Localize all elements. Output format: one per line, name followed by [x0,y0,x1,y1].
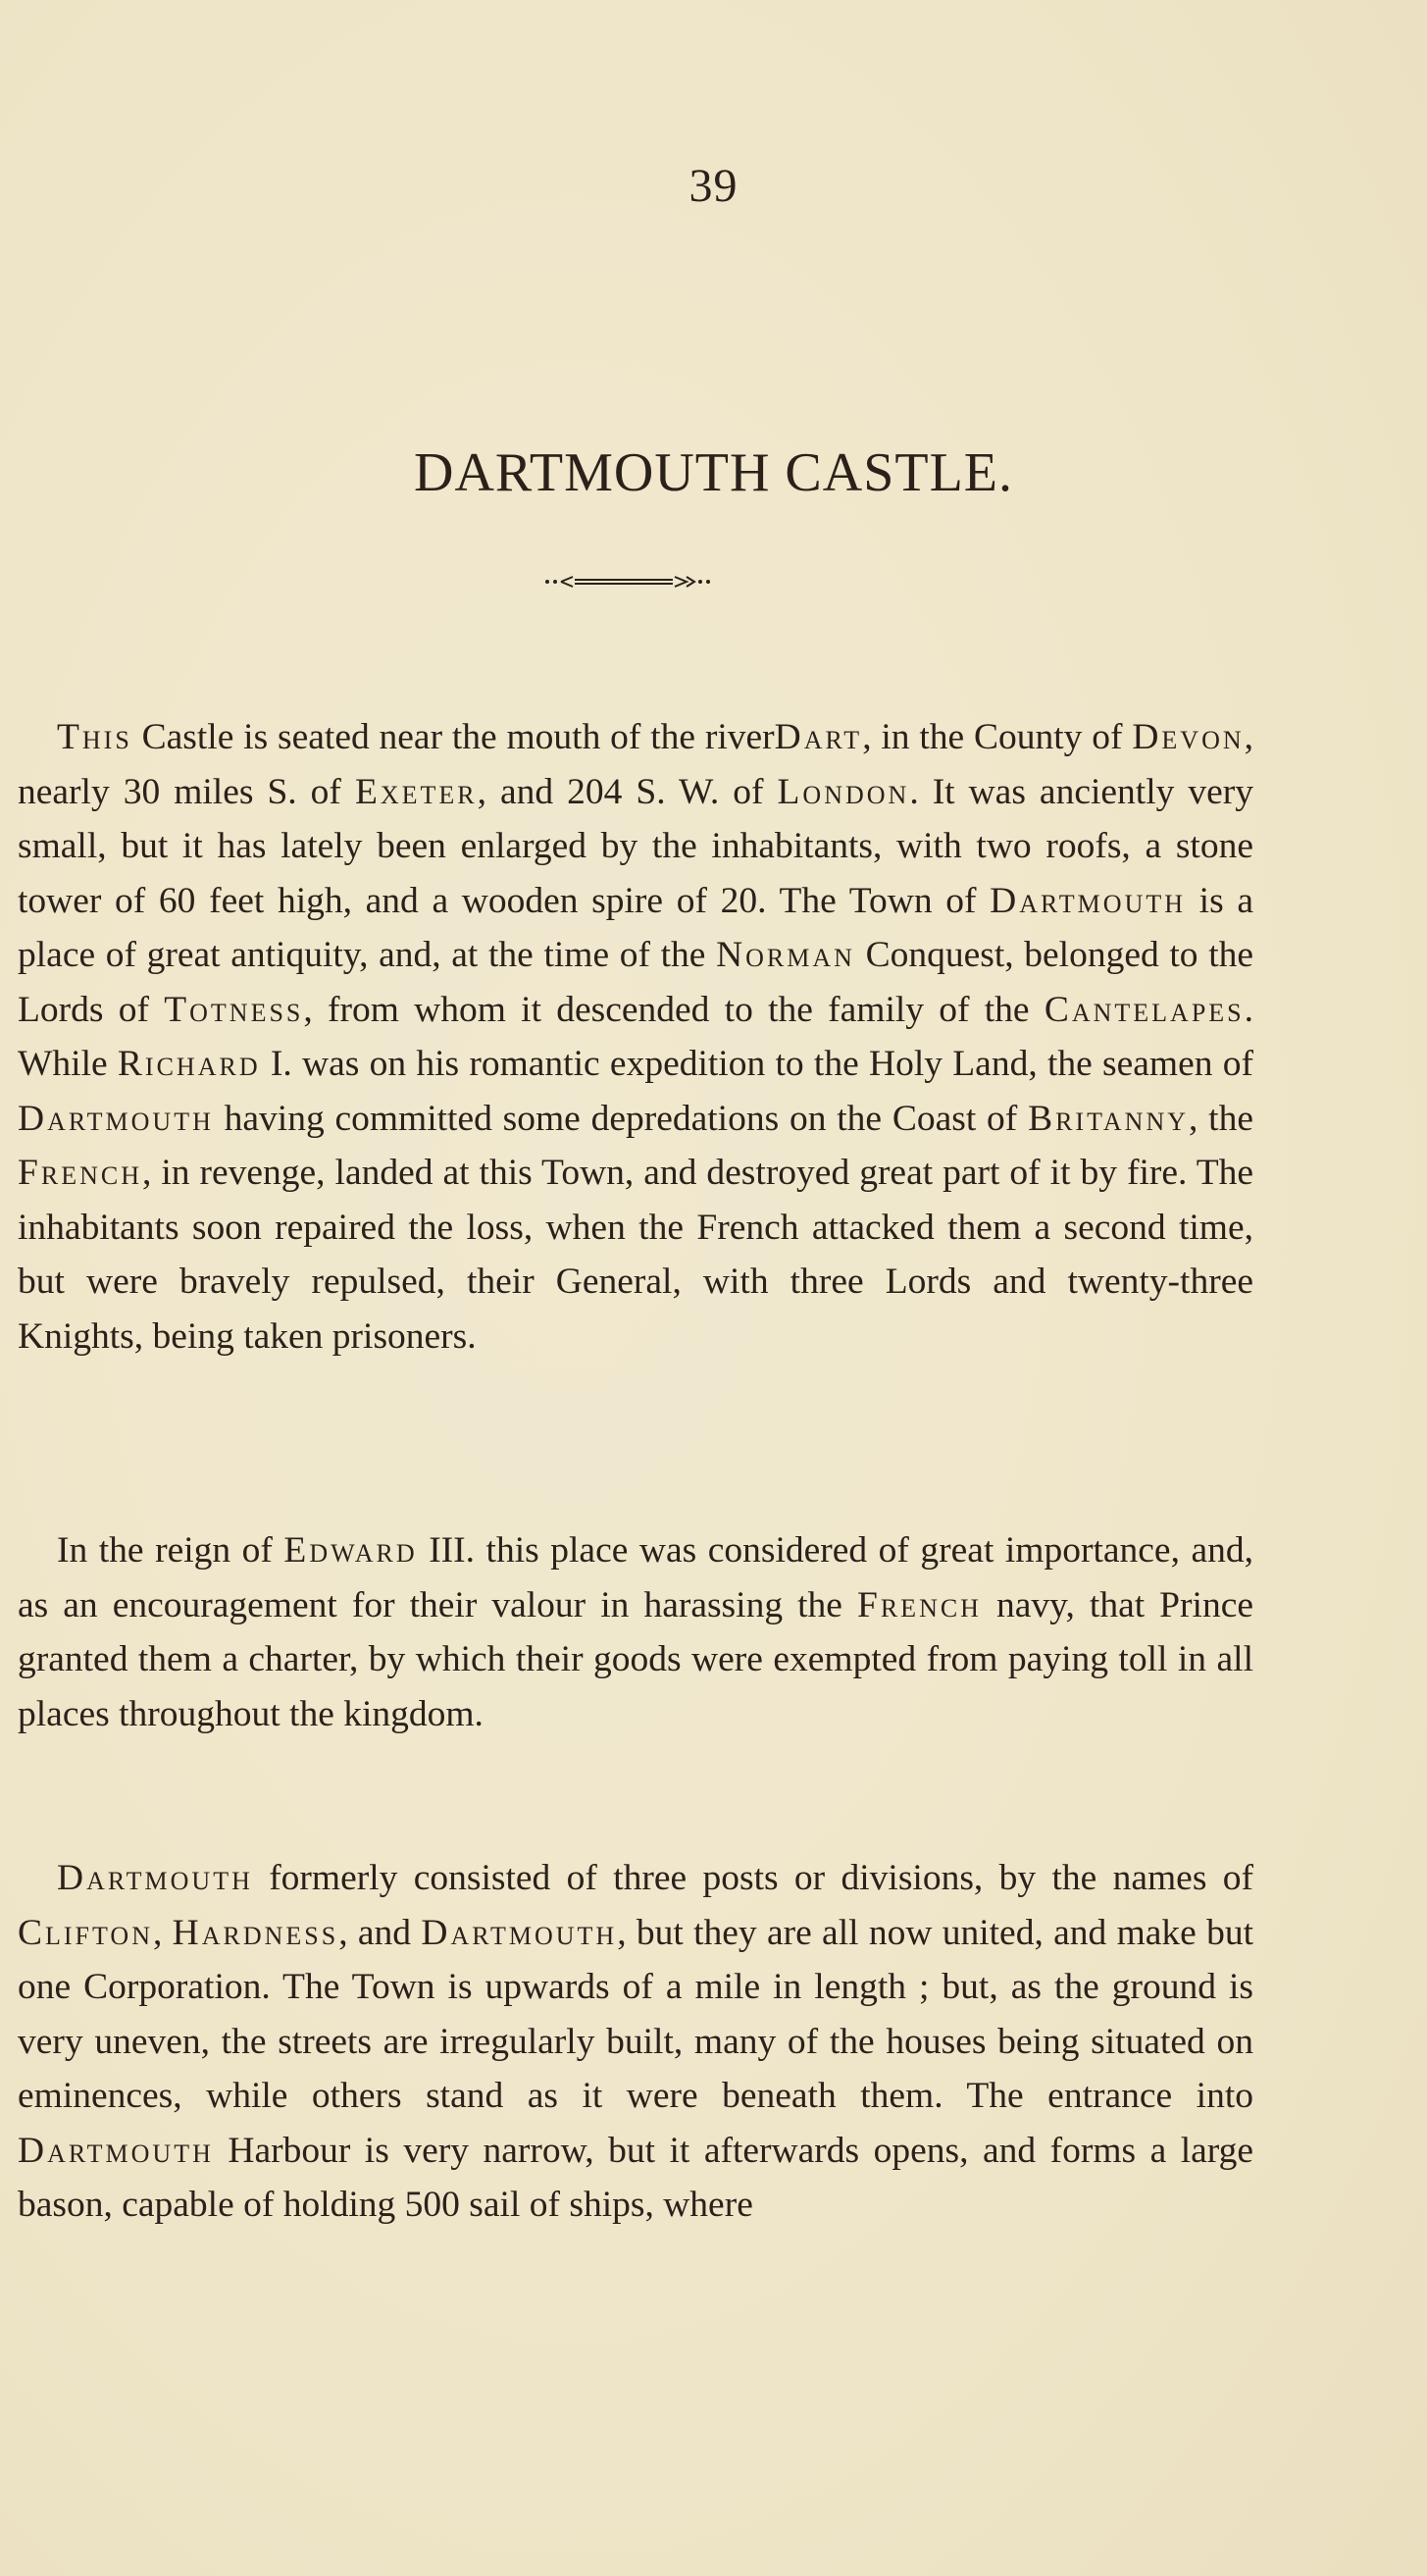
text-run: , and 204 S. W. of [477,771,778,812]
text-run: I. was on his romantic expedition to the Holy Land, the seamen of [260,1044,1253,1084]
ornament-divider-icon [539,574,716,590]
text-run: , the [1189,1098,1253,1139]
small-caps-name: Totness [164,989,304,1030]
text-run: , and [338,1912,422,1953]
small-caps-name: Edward [283,1530,418,1571]
paragraph-3 [18,1851,1253,2233]
text-run: . It was anciently very small, but it has lately been enlarged by the inhabitants, with two roofs, a stone tower of 60 feet high, and a wooden spire of 20. The Town of [18,771,1253,921]
text-run: , [152,1912,173,1953]
text-run: navy, that Prince granted them a charter, by which their goods were exempted from paying toll in all places throughout the kingdom. [18,1584,1253,1734]
small-caps-name: Cantelapes [1044,989,1245,1030]
small-caps-name: French [18,1153,142,1193]
paragraph-1 [18,710,1253,1364]
text-run: Harbour is very narrow, but it afterwards opens, and forms a large bason, capable of holding 500 sail of ships, where [18,2130,1253,2225]
small-caps-name: Britanny [1028,1098,1189,1139]
paragraph-text [18,1851,1253,2233]
page-number: 39 [688,160,739,212]
text-run: In the reign of [57,1530,284,1571]
paragraph-text [18,710,1253,1364]
small-caps-name: Dartmouth [57,1858,253,1898]
paragraph-2 [18,1523,1253,1741]
text-run: , from whom it descended to the family of the [303,989,1045,1030]
text-run: formerly consisted of three posts or divisions, by the names of [252,1858,1253,1898]
text-run: , in revenge, landed at this Town, and destroyed great part of it by fire. The inhabitants soon repaired the loss, when the French attacked them a second time, but were bravely repulsed, their General, with three Lords and twenty-three Knights, being taken prisoners. [18,1153,1253,1357]
text-run: Conquest, belonged to the Lords of [18,935,1254,1030]
text-run: is a place of great antiquity, and, at the time of the [18,880,1253,975]
text-run: . While [18,989,1253,1084]
small-caps-name: Hardness [172,1912,339,1953]
small-caps-name: French [856,1584,982,1625]
small-caps-name: Richard [117,1044,261,1084]
text-run: III. this place was considered of great importance, and, as an encouragement for their valour in harassing the [18,1530,1253,1625]
text-run: Castle is seated near the mouth of the river [131,717,775,757]
text-run: , but they are all now united, and make but one Corporation. The Town is upwards of a mile in length ; but, as the ground is very uneven, the streets are irregularly built, many of the houses being situated on eminences, while others stand as it were beneath them. The entrance into [18,1912,1253,2116]
text-run: , in the County of [862,717,1133,757]
small-caps-name: This [57,717,132,757]
page-title: DARTMOUTH CASTLE. [414,441,1013,503]
small-caps-name: Dartmouth [421,1912,618,1953]
small-caps-name: Devon [1132,717,1245,757]
small-caps-name: Clifton [18,1912,153,1953]
small-caps-name: Exeter [354,771,478,812]
small-caps-name: Dartmouth [18,1098,214,1139]
small-caps-name: Dartmouth [18,2130,214,2171]
text-run: , nearly 30 miles S. of [18,717,1253,812]
small-caps-name: Dart [774,717,863,757]
small-caps-name: London [777,771,910,812]
paragraph-text [18,1523,1253,1741]
small-caps-name: Norman [716,935,855,975]
small-caps-name: Dartmouth [990,880,1187,921]
text-run: having committed some depredations on the Coast of [213,1098,1029,1139]
